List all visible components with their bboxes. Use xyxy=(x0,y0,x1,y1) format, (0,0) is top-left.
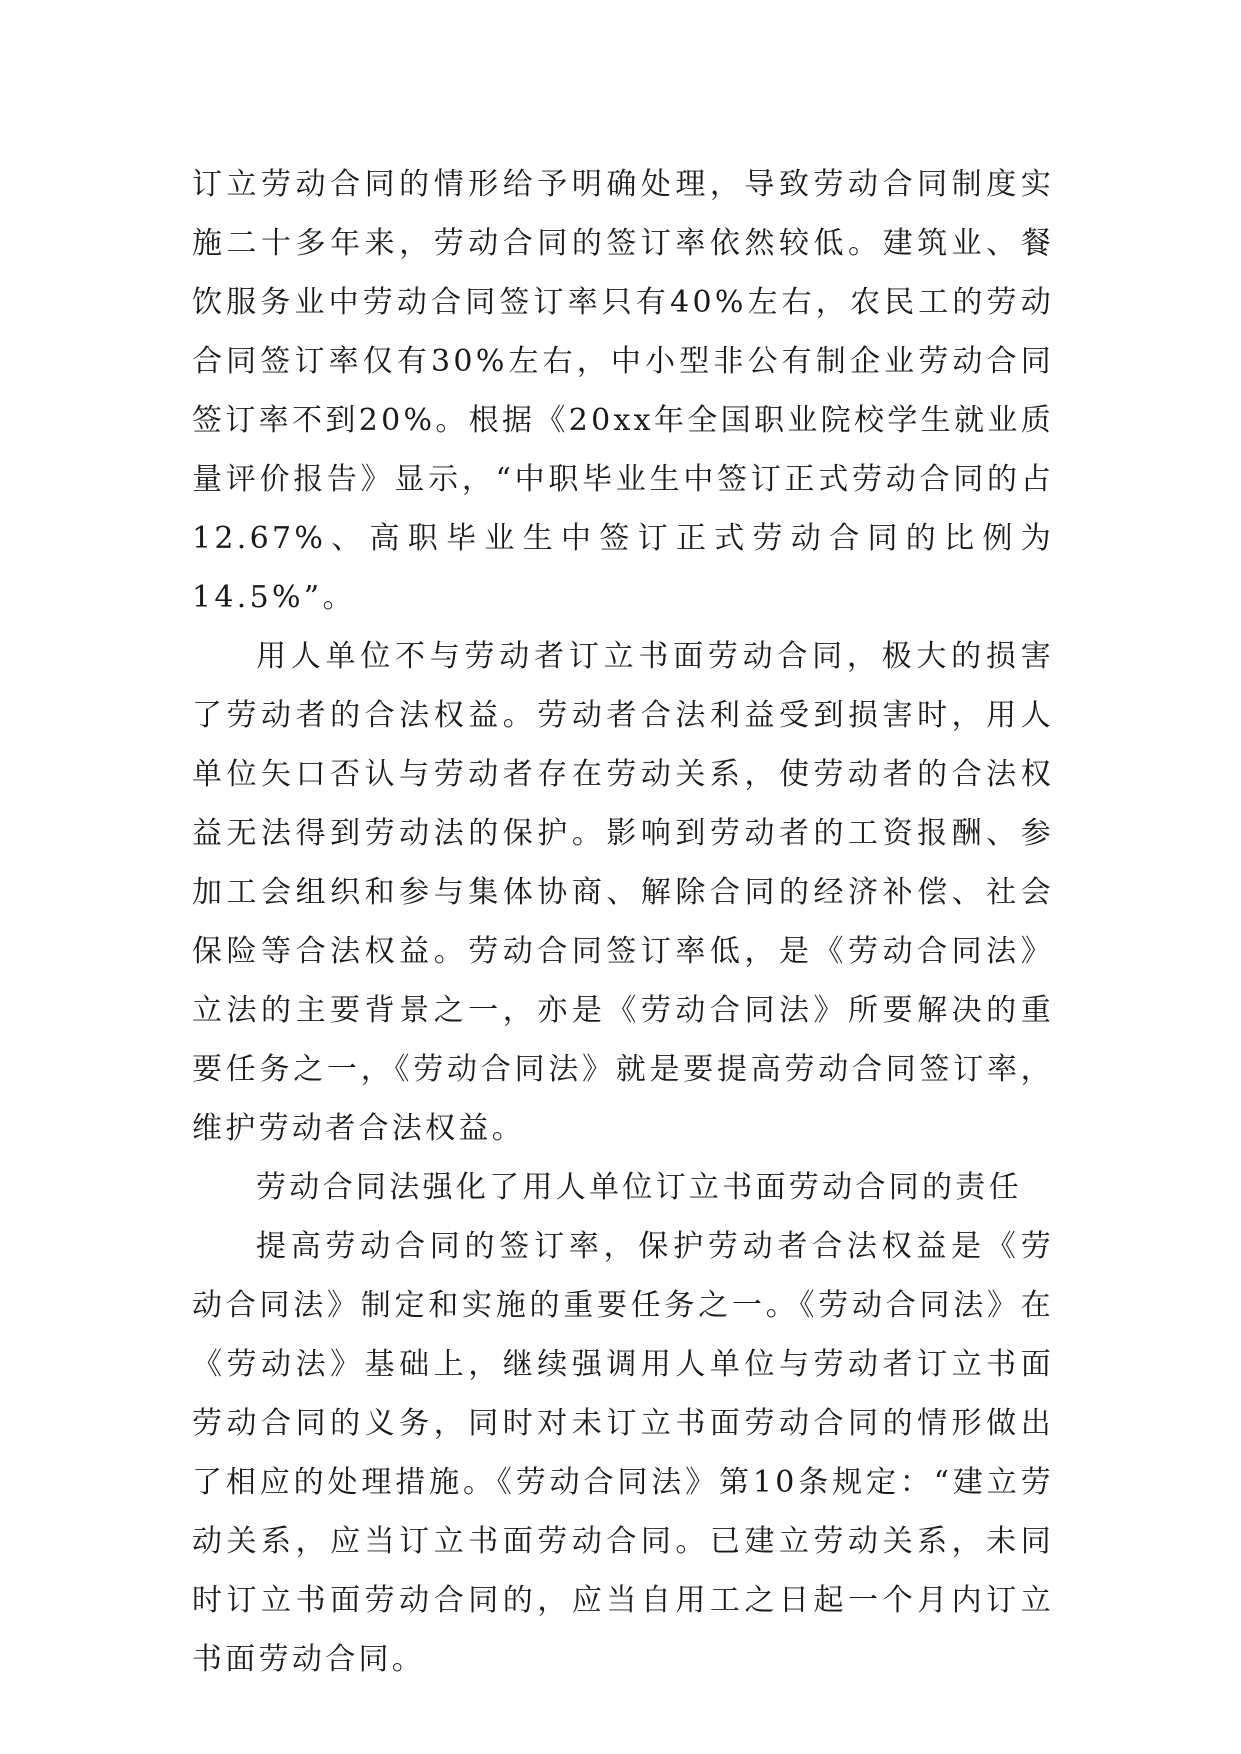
document-body xyxy=(192,155,1054,1689)
paragraph-law-article-10: 提高劳动合同的签订率，保护劳动者合法权益是《劳动合同法》制定和实施的重要任务之一。《劳动合同法》在《劳动法》基础上，继续强调用人单位与劳动者订立书面劳动合同的义务，同时对未订立书面劳动合同的情形做出了相应的处理措施。《劳动合同法》第10条规定：“建立劳动关系，应当订立书面劳动合同。已建立劳动关系，未同时订立书面劳动合同的，应当自用工之日起一个月内订立书面劳动合同。 xyxy=(192,1229,1054,1677)
paragraph-continuation: 订立劳动合同的情形给予明确处理，导致劳动合同制度实施二十多年来，劳动合同的签订率依然较低。建筑业、餐饮服务业中劳动合同签订率只有40%左右，农民工的劳动合同签订率仅有30%左右，中小型非公有制企业劳动合同签订率不到20%。根据《20xx年全国职业院校学生就业质量评价报告》显示，“中职毕业生中签订正式劳动合同的占12.67%、高职毕业生中签订正式劳动合同的比例为14.5%”。 xyxy=(192,167,1054,615)
paragraph-rights-damage: 用人单位不与劳动者订立书面劳动合同，极大的损害了劳动者的合法权益。劳动者合法利益受到损害时，用人单位矢口否认与劳动者存在劳动关系，使劳动者的合法权益无法得到劳动法的保护。影响到劳动者的工资报酬、参加工会组织和参与集体协商、解除合同的经济补偿、社会保险等合法权益。劳动合同签订率低，是《劳动合同法》立法的主要背景之一，亦是《劳动合同法》所要解决的重要任务之一，《劳动合同法》就是要提高劳动合同签订率，维护劳动者合法权益。 xyxy=(192,639,1054,1146)
section-heading: 劳动合同法强化了用人单位订立书面劳动合同的责任 xyxy=(256,1170,1022,1205)
